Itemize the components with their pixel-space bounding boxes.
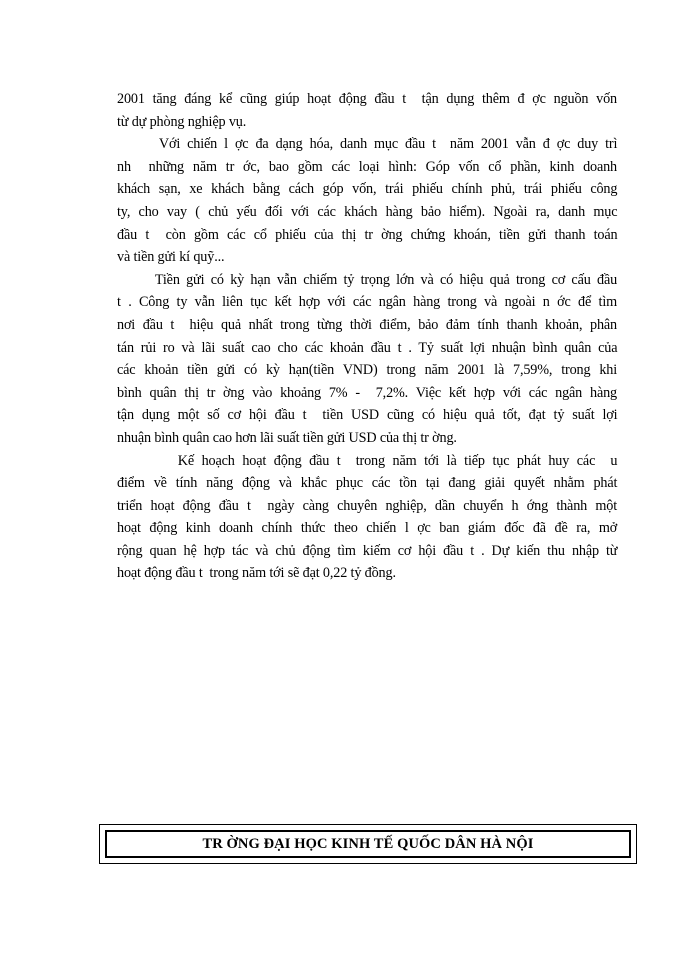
- paragraph-line: từ dự phòng nghiệp vụ.: [117, 113, 247, 130]
- paragraph-line: điểm về tính năng động và khắc phục các tồn tại đang giải quyết nhằm phát: [117, 475, 618, 492]
- paragraph-line: tận dụng một số cơ hội đầu t tiền USD cũng có hiệu quả tốt, đạt tỷ suất lợi: [117, 407, 618, 424]
- paragraph-line: nơi đầu t hiệu quả nhất trong từng thời điểm, bảo đảm tính thanh khoản, phân: [117, 316, 617, 333]
- paragraph-line: khách sạn, xe khách bằng cách góp vốn, trái phiếu chính phủ, trái phiếu công: [117, 181, 618, 198]
- footer-university-name: TR ỜNG ĐẠI HỌC KINH TẾ QUỐC DÂN HÀ NỘI: [202, 835, 534, 852]
- paragraph-line: tán rủi ro và lãi suất cao cho các khoản đầu t . Tỷ suất lợi nhuận bình quân của: [117, 339, 618, 356]
- paragraph-line: nh những năm tr ớc, bao gồm các loại hình: Góp vốn cổ phần, kinh doanh: [117, 158, 617, 175]
- paragraph-line: Tiền gửi có kỳ hạn vẫn chiếm tỷ trọng lớn và có hiệu quả trong cơ cấu đầu: [117, 271, 618, 288]
- paragraph-line: và tiền gửi kí quỹ...: [117, 249, 225, 266]
- paragraph-line: ty, cho vay ( chủ yếu đối với các khách hàng bảo hiểm). Ngoài ra, danh mục: [117, 203, 618, 220]
- paragraph-line: triển hoạt động đầu t ngày càng chuyên nghiệp, dần chuyển h ớng thành một: [117, 497, 617, 514]
- paragraph-line: đầu t còn gồm các cổ phiếu của thị tr ờng chứng khoán, tiền gửi thanh toán: [117, 226, 618, 243]
- footer-inner-border: [105, 830, 631, 858]
- paragraph-line: t . Công ty vẫn liên tục kết hợp với các ngân hàng trong và ngoài n ớc để tìm: [117, 294, 617, 311]
- paragraph-line: Kế hoạch hoạt động đầu t trong năm tới là tiếp tục phát huy các u: [117, 452, 618, 469]
- paragraph-line: Với chiến l ợc đa dạng hóa, danh mục đầu t năm 2001 vẫn đ ợc duy trì: [117, 136, 618, 153]
- paragraph-line: rộng quan hệ hợp tác và chủ động tìm kiếm cơ hội đầu t . Dự kiến thu nhập từ: [117, 542, 618, 559]
- footer-banner: [99, 824, 637, 864]
- paragraph-line: hoạt động kinh doanh chính thức theo chiến l ợc ban giám đốc đã đề ra, mở: [117, 520, 618, 537]
- paragraph-line: các khoản tiền gửi có kỳ hạn(tiền VND) trong năm 2001 là 7,59%, trong khi: [117, 362, 617, 379]
- paragraph-line: hoạt động đầu t trong năm tới sẽ đạt 0,22 tỷ đồng.: [117, 565, 396, 582]
- body-text: [117, 88, 617, 585]
- paragraph-line: 2001 tăng đáng kể cũng giúp hoạt động đầu t tận dụng thêm đ ợc nguồn vốn: [117, 91, 617, 107]
- paragraph-line: bình quân thị tr ờng vào khoảng 7% - 7,2%. Việc kết hợp với các ngân hàng: [117, 384, 617, 401]
- paragraph-line: nhuận bình quân cao hơn lãi suất tiền gửi USD của thị tr ờng.: [117, 429, 457, 446]
